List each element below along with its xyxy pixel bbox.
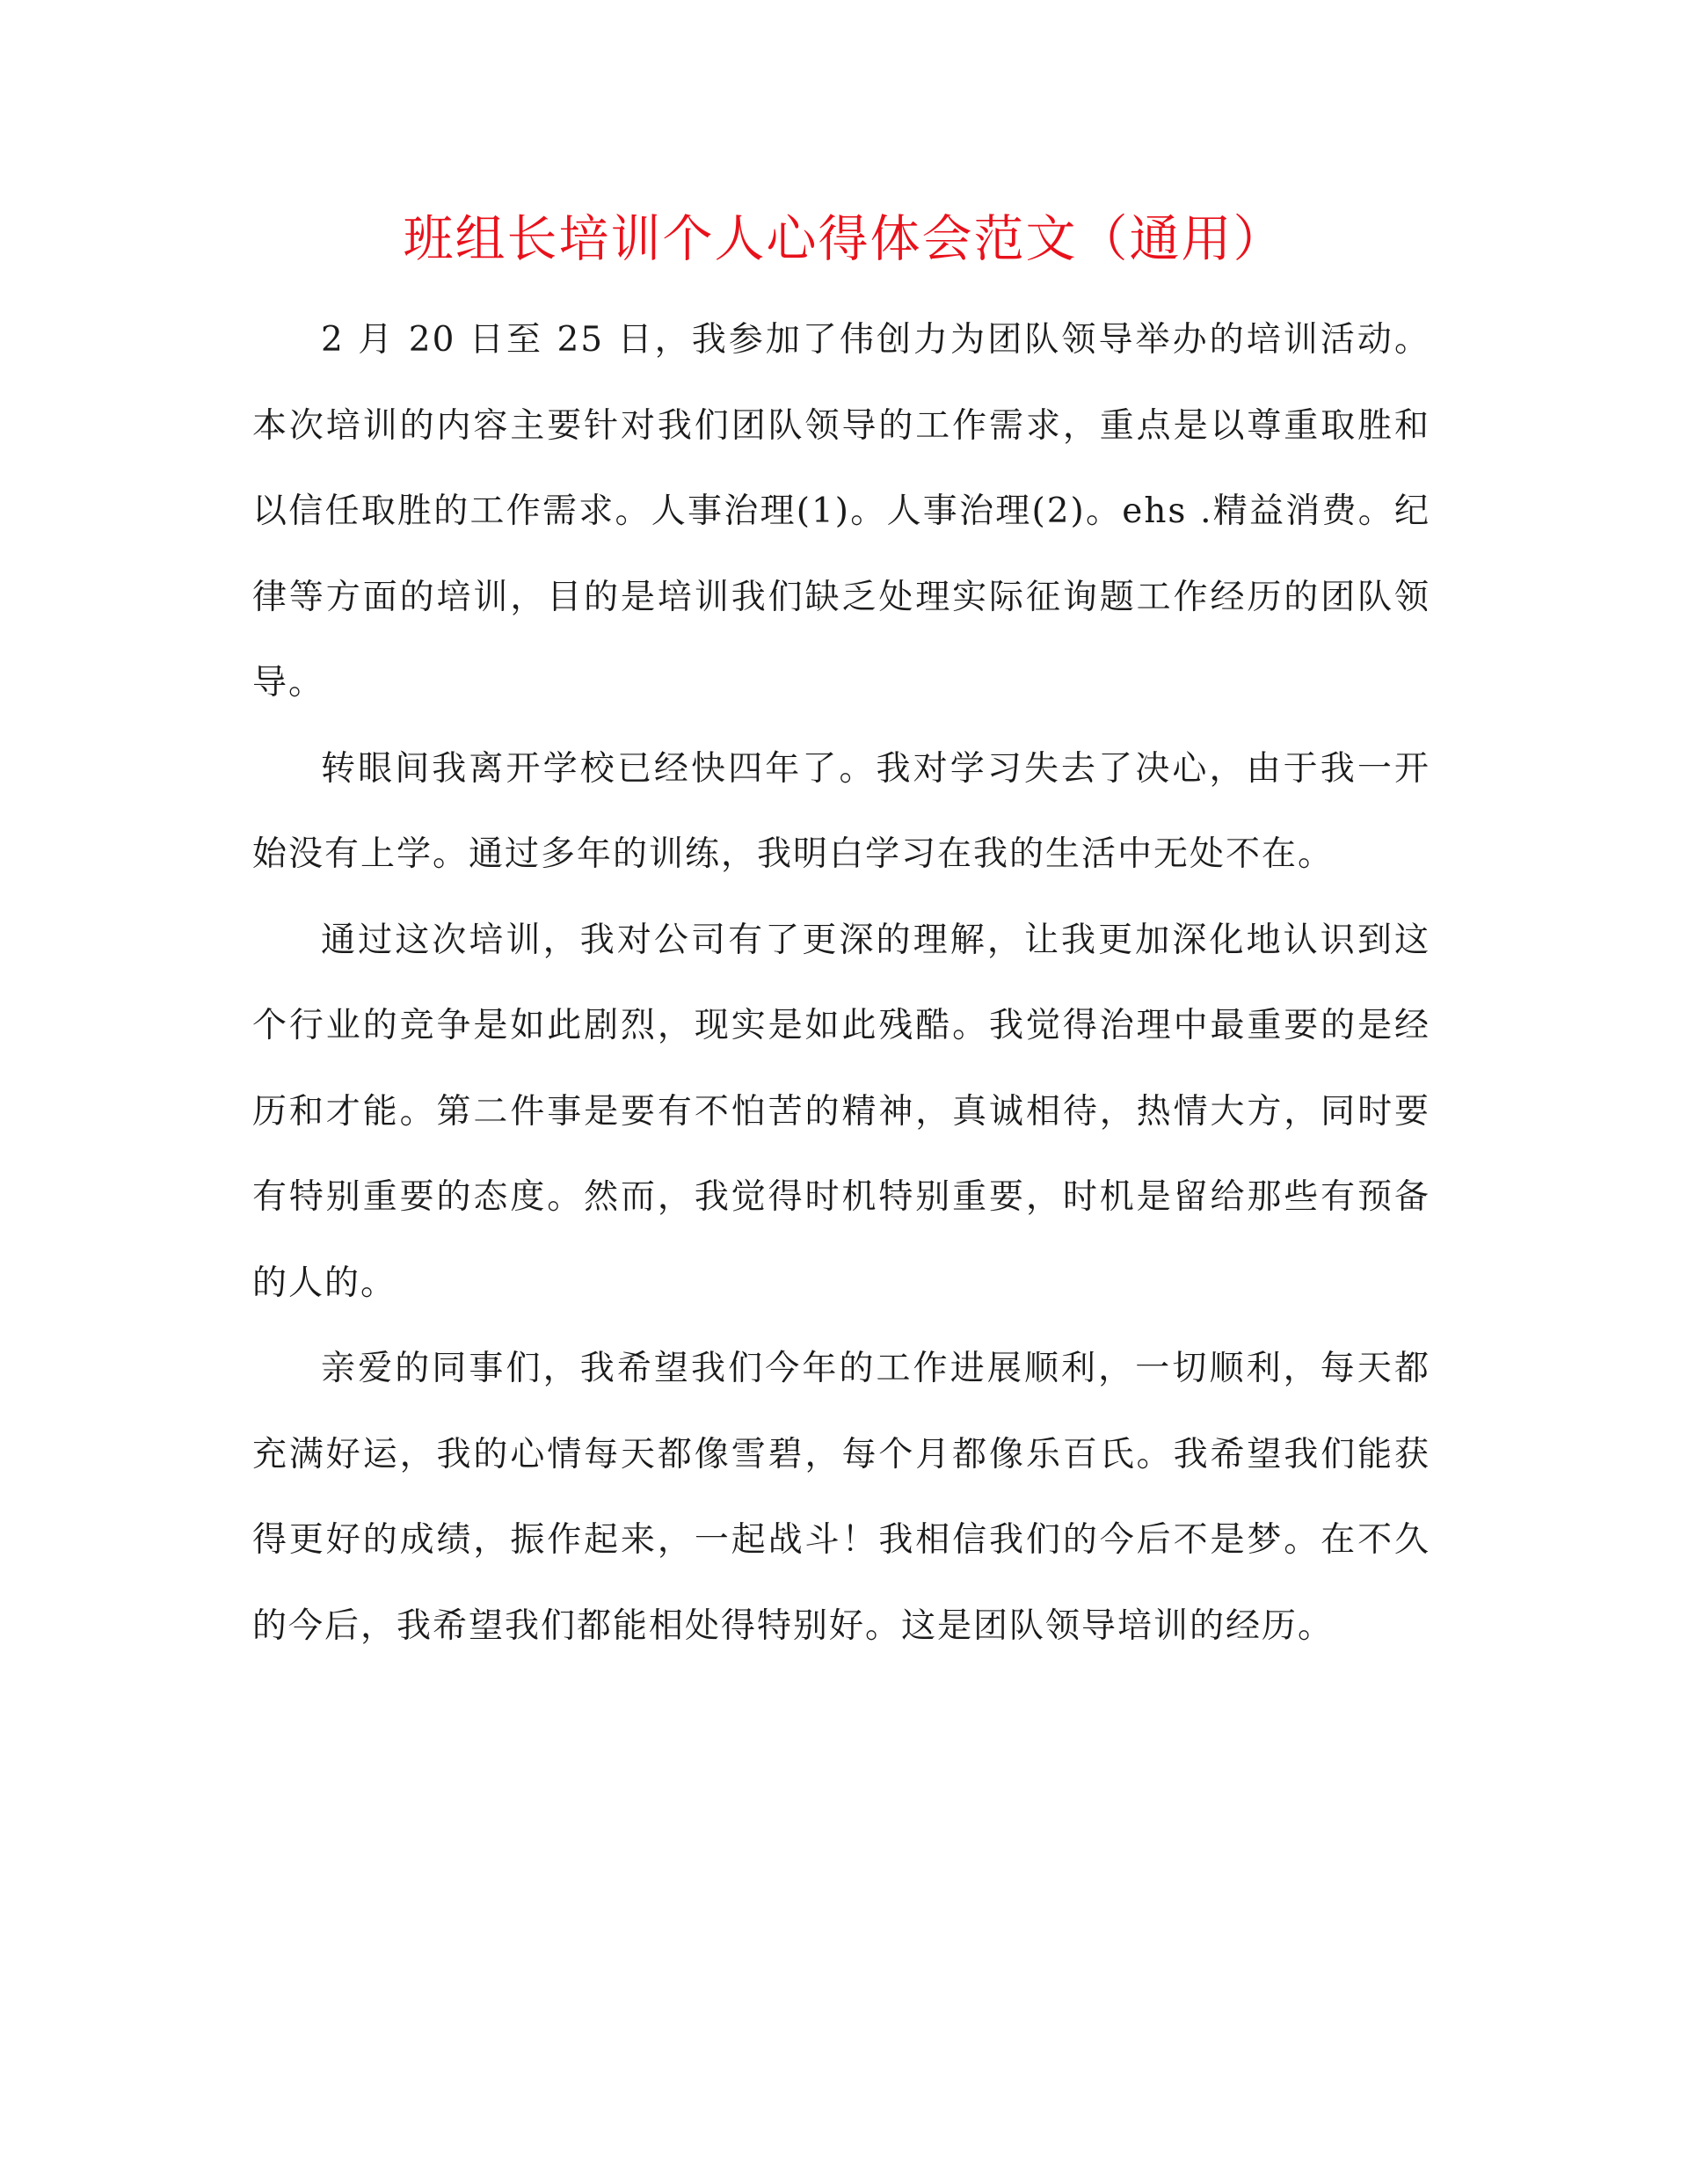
paragraph-4: 亲爱的同事们，我希望我们今年的工作进展顺利，一切顺利，每天都充满好运，我的心情每天都像雪碧，每个月都像乐百氏。我希望我们能获得更好的成绩，振作起来，一起战斗！我相信我们的今后不是梦。在不久的今后，我希望我们都能相处得特别好。这是团队领导培训的经历。 <box>252 1349 1430 1646</box>
paragraph-3: 通过这次培训，我对公司有了更深的理解，让我更加深化地认识到这个行业的竞争是如此剧烈，现实是如此残酷。我觉得治理中最重要的是经历和才能。第二件事是要有不怕苦的精神，真诚相待，热情大方，同时要有特别重要的态度。然而，我觉得时机特别重要，时机是留给那些有预备的人的。 <box>252 920 1430 1303</box>
document-body <box>252 297 1430 1669</box>
paragraph-2: 转眼间我离开学校已经快四年了。我对学习失去了决心，由于我一开始没有上学。通过多年的训练，我明白学习在我的生活中无处不在。 <box>252 748 1430 874</box>
document-title: 班组长培训个人心得体会范文（通用） <box>403 210 1285 268</box>
paragraph-1: 2 月 20 日至 25 日，我参加了伟创力为团队领导举办的培训活动。本次培训的内容主要针对我们团队领导的工作需求，重点是以尊重取胜和以信任取胜的工作需求。人事治理(1)。人事治理(2)。ehs .精益消费。纪律等方面的培训，目的是培训我们缺乏处理实际征询题工作经历的团队领导。 <box>252 320 1430 703</box>
